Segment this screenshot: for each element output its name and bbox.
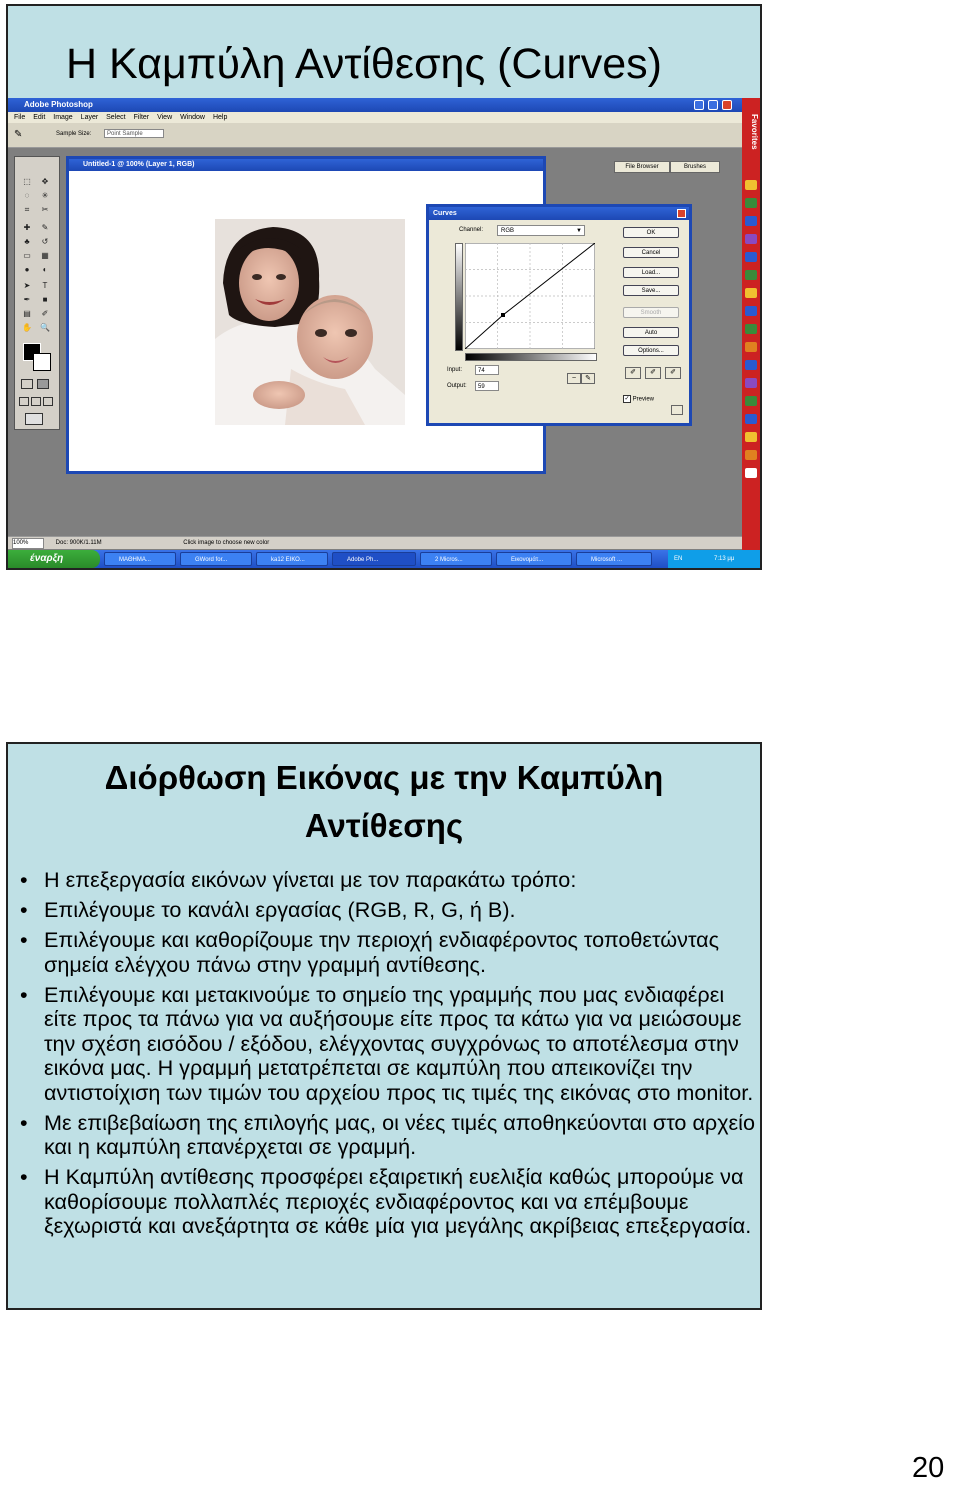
- brush-tool-icon[interactable]: ✎: [41, 223, 49, 232]
- bullet-item: • Επιλέγουμε και μετακινούμε το σημείο της γραμμής που μας ενδιαφέρει είτε προς τα πάνω για να αυξήσουμε είτε προς τα κάτω για να μειώσουμε την σχέση εισόδου / εξόδου, ελέγχοντας συγχρόνως το αποτέλεσμα στην εικόνα μας. Η γραμμή μετατρέπεται σε καμπύλη που απεικονίζει την αντιστοίχιση των τιμών του αρχείου προς τις τιμές της εικόνας στο monitor.: [20, 983, 760, 1106]
- sample-size-select[interactable]: Point Sample: [104, 129, 164, 138]
- options-button[interactable]: Options...: [623, 345, 679, 356]
- favorite-item-icon[interactable]: [745, 216, 757, 226]
- taskbar-item[interactable]: Microsoft ...: [576, 552, 652, 566]
- page-number: 20: [912, 1452, 945, 1484]
- close-icon[interactable]: [677, 209, 686, 218]
- input-label: Input:: [447, 367, 463, 373]
- taskbar-item[interactable]: GWord for...: [180, 552, 252, 566]
- magic-wand-icon[interactable]: ✳: [41, 191, 49, 200]
- crop-tool-icon[interactable]: ⌗: [24, 205, 30, 214]
- output-field[interactable]: 59: [475, 381, 499, 391]
- favorites-bar: [742, 98, 760, 550]
- lasso-tool-icon[interactable]: ◌: [24, 191, 30, 200]
- eyedropper-icon[interactable]: ✎: [14, 129, 23, 140]
- favorite-item-icon[interactable]: [745, 342, 757, 352]
- curves-dialog-title: Curves: [429, 207, 689, 220]
- gradient-tool-icon[interactable]: ▦: [41, 251, 49, 260]
- slide-2-title: [8, 754, 760, 850]
- dodge-tool-icon[interactable]: ◐: [42, 265, 48, 274]
- standard-mode-icon[interactable]: [21, 379, 33, 389]
- channel-value: RGB: [501, 228, 515, 234]
- menu-layer[interactable]: Layer: [80, 114, 99, 121]
- menu-select[interactable]: Select: [106, 114, 126, 121]
- menu-filter[interactable]: Filter: [133, 114, 150, 121]
- brushes-tab[interactable]: Brushes: [670, 161, 720, 173]
- eyedropper-tool-icon[interactable]: ✐: [41, 309, 49, 318]
- toolbox: [14, 156, 60, 430]
- taskbar-item[interactable]: ΜΑΘΗΜΑ...: [104, 552, 176, 566]
- channel-select[interactable]: [497, 225, 585, 236]
- curve-tool-icon[interactable]: ~: [567, 373, 581, 384]
- curve-graph[interactable]: [465, 243, 595, 349]
- favorite-item-icon[interactable]: [745, 360, 757, 370]
- slide-2-title-line-2: Αντίθεσης: [304, 807, 464, 844]
- screen-mode-icon[interactable]: [19, 397, 29, 406]
- clock: 7:13 μμ: [714, 556, 735, 562]
- menu-help[interactable]: Help: [212, 114, 228, 121]
- photoshop-screenshot: [8, 98, 760, 568]
- blur-tool-icon[interactable]: ●: [24, 265, 30, 274]
- pen-tool-icon[interactable]: ✒: [23, 295, 31, 304]
- auto-button[interactable]: Auto: [623, 327, 679, 338]
- black-eyedropper-icon[interactable]: ✐: [625, 367, 641, 379]
- chevron-down-icon: ▼: [576, 228, 582, 234]
- smooth-button[interactable]: Smooth: [623, 307, 679, 318]
- zoom-tool-icon[interactable]: 🔍: [40, 323, 50, 332]
- favorite-item-icon[interactable]: [745, 468, 757, 478]
- bullet-item: • Με επιβεβαίωση της επιλογής μας, οι νέες τιμές αποθηκεύονται στο αρχείο και η καμπύλη επανέρχεται σε γραμμή.: [20, 1111, 760, 1160]
- input-field[interactable]: 74: [475, 365, 499, 375]
- bullet-item: • Η Καμπύλη αντίθεσης προσφέρει εξαιρετική ευελιξία καθώς μπορούμε να καθορίσουμε πολλαπλές περιοχές ενδιαφέροντος και να επέμβουμε ξεχωριστά και ανεξάρτητα σε κάθε μία για μεγάλης ακρίβειας επεξεργασία.: [20, 1165, 760, 1239]
- preview-checkbox[interactable]: [623, 395, 654, 403]
- save-button[interactable]: Save...: [623, 285, 679, 296]
- path-select-icon[interactable]: ➤: [23, 281, 31, 290]
- favorite-item-icon[interactable]: [745, 396, 757, 406]
- favorite-item-icon[interactable]: [745, 288, 757, 298]
- favorite-item-icon[interactable]: [745, 414, 757, 424]
- taskbar-item[interactable]: 2 Micros...: [420, 552, 492, 566]
- favorite-item-icon[interactable]: [745, 234, 757, 244]
- bullet-item: • Επιλέγουμε το κανάλι εργασίας (RGB, R, G, ή B).: [20, 898, 760, 923]
- imageready-jump-icon[interactable]: [25, 413, 43, 425]
- type-tool-icon[interactable]: T: [42, 281, 48, 290]
- status-hint: Click image to choose new color: [183, 540, 270, 546]
- favorite-item-icon[interactable]: [745, 198, 757, 208]
- favorite-item-icon[interactable]: [745, 432, 757, 442]
- slide-1: [6, 4, 762, 570]
- favorite-item-icon[interactable]: [745, 270, 757, 280]
- marquee-tool-icon[interactable]: ⬚: [23, 177, 31, 186]
- preview-label: Preview: [632, 396, 655, 403]
- favorite-item-icon[interactable]: [745, 450, 757, 460]
- shape-tool-icon[interactable]: ■: [42, 295, 48, 304]
- menu-window[interactable]: Window: [180, 114, 205, 121]
- load-button[interactable]: Load...: [623, 267, 679, 278]
- photoshop-titlebar: [8, 98, 742, 112]
- curves-dialog: [426, 204, 692, 426]
- ok-button[interactable]: OK: [623, 227, 679, 238]
- document-title: Untitled-1 @ 100% (Layer 1, RGB): [69, 159, 543, 171]
- start-label: έναρξη: [30, 553, 64, 564]
- windows-taskbar: [8, 550, 760, 568]
- app-title: Adobe Photoshop: [24, 100, 93, 109]
- slide-1-title: Η Καμπύλη Αντίθεσης (Curves): [66, 40, 662, 88]
- expand-graph-icon[interactable]: [671, 405, 683, 415]
- healing-brush-icon[interactable]: ✚: [23, 223, 31, 232]
- move-tool-icon[interactable]: ✥: [41, 177, 49, 186]
- output-gradient-bar: [455, 243, 463, 351]
- close-icon[interactable]: [722, 100, 732, 110]
- taskbar-item[interactable]: Εικονομάτ...: [496, 552, 572, 566]
- favorite-item-icon[interactable]: [745, 252, 757, 262]
- favorite-item-icon[interactable]: [745, 306, 757, 316]
- channel-label: Channel:: [459, 227, 484, 233]
- taskbar-item[interactable]: ka12 ΕΙΚΟ...: [256, 552, 328, 566]
- taskbar-item[interactable]: Adobe Ph...: [332, 552, 416, 566]
- favorite-item-icon[interactable]: [745, 324, 757, 334]
- checkbox-checked-icon: ✓: [624, 396, 630, 402]
- menu-edit[interactable]: Edit: [33, 114, 46, 121]
- slide-2-title-line-1: Διόρθωση Εικόνας με την Καμπύλη: [104, 759, 664, 796]
- menu-image[interactable]: Image: [53, 114, 73, 121]
- favorite-item-icon[interactable]: [745, 378, 757, 388]
- eraser-tool-icon[interactable]: ▭: [23, 251, 31, 260]
- bullet-item: • Η επεξεργασία εικόνων γίνεται με τον παρακάτω τρόπο:: [20, 868, 760, 893]
- cancel-button[interactable]: Cancel: [623, 247, 679, 258]
- mother-and-baby-photo[interactable]: [215, 219, 405, 425]
- background-color-swatch[interactable]: [33, 353, 51, 371]
- zoom-level[interactable]: 100%: [12, 538, 44, 549]
- gray-eyedropper-icon[interactable]: ✐: [645, 367, 661, 379]
- quick-mask-icon[interactable]: [37, 379, 49, 389]
- file-browser-tab[interactable]: File Browser: [614, 161, 670, 173]
- history-brush-icon[interactable]: ↺: [41, 237, 49, 246]
- start-button[interactable]: [8, 550, 100, 568]
- menu-bar: [8, 112, 742, 123]
- hand-tool-icon[interactable]: ✋: [22, 323, 32, 332]
- notes-tool-icon[interactable]: ▤: [23, 309, 31, 318]
- stamp-tool-icon[interactable]: ♣: [24, 237, 30, 246]
- doc-size: Doc: 900K/1.11M: [55, 540, 102, 546]
- menu-file[interactable]: File: [14, 114, 26, 121]
- pencil-tool-icon[interactable]: ✎: [581, 373, 595, 384]
- slice-tool-icon[interactable]: ✂: [41, 205, 49, 214]
- favorite-item-icon[interactable]: [745, 180, 757, 190]
- system-tray: [668, 550, 760, 568]
- language-indicator[interactable]: EN: [674, 556, 683, 562]
- white-eyedropper-icon[interactable]: ✐: [665, 367, 681, 379]
- input-gradient-bar: [465, 353, 597, 361]
- favorites-label: Favorites: [750, 114, 759, 150]
- menu-view[interactable]: View: [157, 114, 173, 121]
- minimize-icon[interactable]: [694, 100, 704, 110]
- status-bar: [8, 536, 742, 549]
- slide-2: [6, 742, 762, 1310]
- bullet-item: • Επιλέγουμε και καθορίζουμε την περιοχή ενδιαφέροντος τοποθετώντας σημεία ελέγχου πάνω στην γραμμή αντίθεσης.: [20, 928, 760, 977]
- screen-mode-icon[interactable]: [43, 397, 53, 406]
- screen-mode-icon[interactable]: [31, 397, 41, 406]
- output-label: Output:: [447, 383, 467, 389]
- maximize-icon[interactable]: [708, 100, 718, 110]
- bullet-list: [20, 868, 760, 1244]
- sample-size-label: Sample Size:: [56, 131, 92, 137]
